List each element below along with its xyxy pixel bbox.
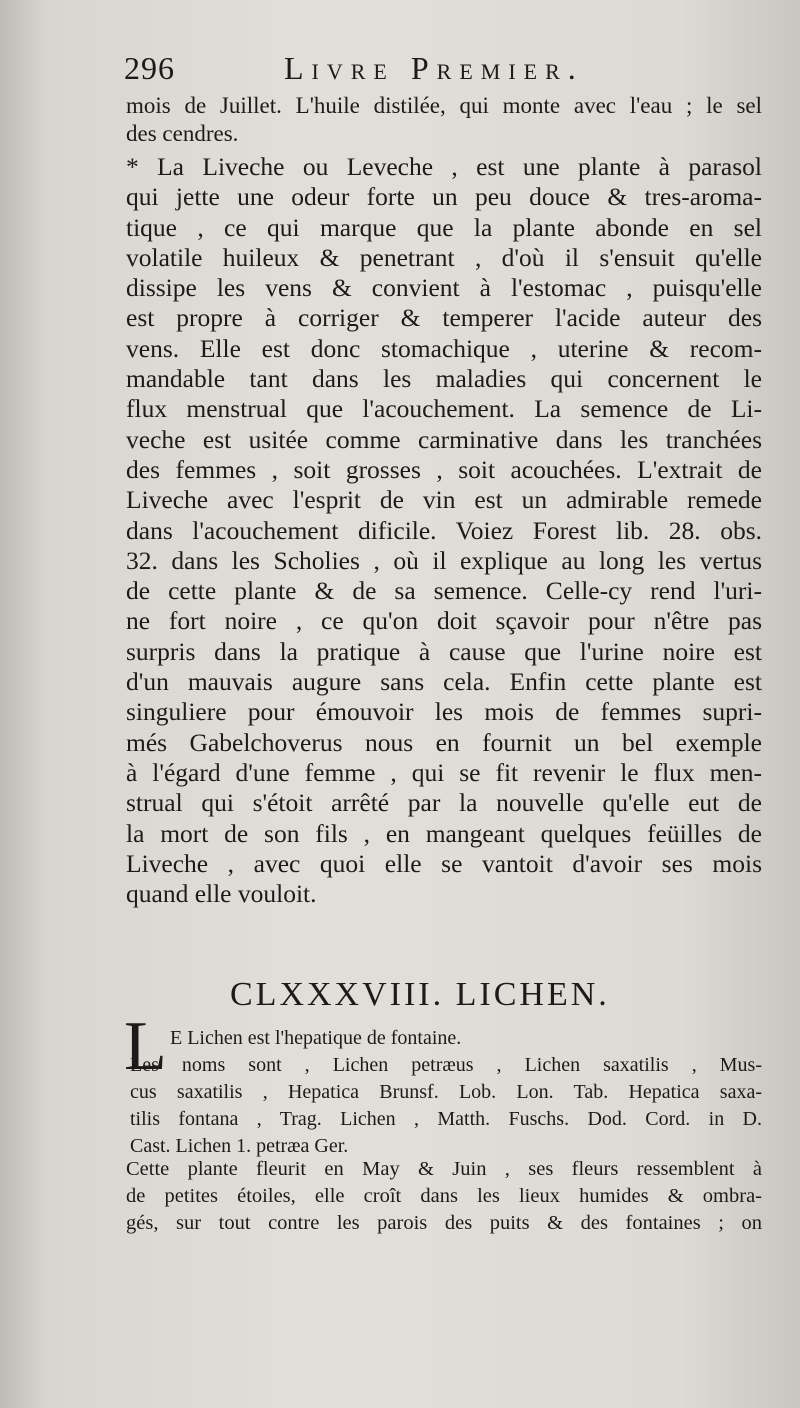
- text-line: tilis fontana , Trag. Lichen , Matth. Fuschs. Dod. Cord. in D.: [130, 1108, 762, 1130]
- text-line: cus saxatilis , Hepatica Brunsf. Lob. Lon. Tab. Hepatica saxa-: [130, 1081, 762, 1103]
- text-line: dans l'acouchement dificile. Voiez Forest lib. 28. obs.: [126, 515, 762, 545]
- text-line: * La Liveche ou Leveche , est une plante à parasol: [126, 152, 762, 181]
- text-line: des cendres.: [126, 121, 239, 146]
- paragraph-lichen-intro: [170, 1025, 762, 1052]
- continued-text: [126, 92, 762, 148]
- paragraph-lichen-names: [130, 1052, 762, 1160]
- text-line: veche est usitée comme carminative dans les tranchées: [126, 424, 762, 454]
- text-line: volatile huileux & penetrant , d'où il s'ensuit qu'elle: [126, 242, 762, 272]
- drop-cap: L: [124, 1008, 167, 1085]
- text-line: dissipe les vens & convient à l'estomac , puisqu'elle: [126, 273, 762, 303]
- text-line: d'un mauvais augure sans cela. Enfin cette plante est: [126, 667, 762, 697]
- text-line: mois de Juillet. L'huile distilée, qui monte avec l'eau ; le sel: [126, 93, 762, 118]
- paragraph-liveche: [126, 152, 762, 909]
- running-title: Livre Premier.: [284, 50, 584, 86]
- text-line: strual qui s'étoit arrêté par la nouvelle qu'elle eut de: [126, 788, 762, 818]
- text-line: des femmes , soit grosses , soit acouchées. L'extrait de: [126, 454, 762, 484]
- text-line: mandable tant dans les maladies qui concernent le: [126, 364, 762, 394]
- text-line: Liveche avec l'esprit de vin est un admirable remede: [126, 485, 762, 515]
- text-line: surpris dans la pratique à cause que l'urine noire est: [126, 636, 762, 666]
- section-heading: CLXXXVIII. LICHEN.: [230, 976, 610, 1013]
- text-line: Cette plante fleurit en May & Juin , ses fleurs ressemblent à: [126, 1158, 762, 1180]
- text-line: Les noms sont , Lichen petræus , Lichen saxatilis , Mus-: [130, 1054, 762, 1076]
- text-line: E Lichen est l'hepatique de fontaine.: [170, 1027, 462, 1049]
- page-number: 296: [124, 50, 175, 86]
- running-head: [124, 50, 644, 90]
- text-line: de cette plante & de sa semence. Celle-cy rend l'uri-: [126, 576, 762, 606]
- text-line: ne fort noire , ce qu'on doit sçavoir pour n'être pas: [126, 606, 762, 636]
- text-line: qui jette une odeur forte un peu douce & tres-aroma-: [126, 182, 762, 212]
- text-line: gés, sur tout contre les parois des puits & des fontaines ; on: [126, 1212, 762, 1234]
- paragraph-lichen-description: [126, 1156, 762, 1237]
- text-line: de petites étoiles, elle croît dans les lieux humides & ombra-: [126, 1185, 762, 1207]
- text-line: la mort de son fils , en mangeant quelques feüilles de: [126, 818, 762, 848]
- text-line: flux menstrual que l'acouchement. La semence de Li-: [126, 394, 762, 424]
- text-line: 32. dans les Scholies , où il explique au long les vertus: [126, 545, 762, 575]
- text-line: quand elle vouloit.: [126, 879, 317, 909]
- text-line: à l'égard d'une femme , qui se fit revenir le flux men-: [126, 757, 762, 787]
- text-line: vens. Elle est donc stomachique , uterine & recom-: [126, 333, 762, 363]
- text-line: singuliere pour émouvoir les mois de femmes supri-: [126, 697, 762, 727]
- text-line: est propre à corriger & temperer l'acide auteur des: [126, 303, 762, 333]
- text-line: Liveche , avec quoi elle se vantoit d'avoir ses mois: [126, 848, 762, 878]
- text-line: tique , ce qui marque que la plante abonde en sel: [126, 212, 762, 242]
- text-line: més Gabelchoverus nous en fournit un bel exemple: [126, 727, 762, 757]
- text-line: Cast. Lichen 1. petræa Ger.: [130, 1135, 349, 1157]
